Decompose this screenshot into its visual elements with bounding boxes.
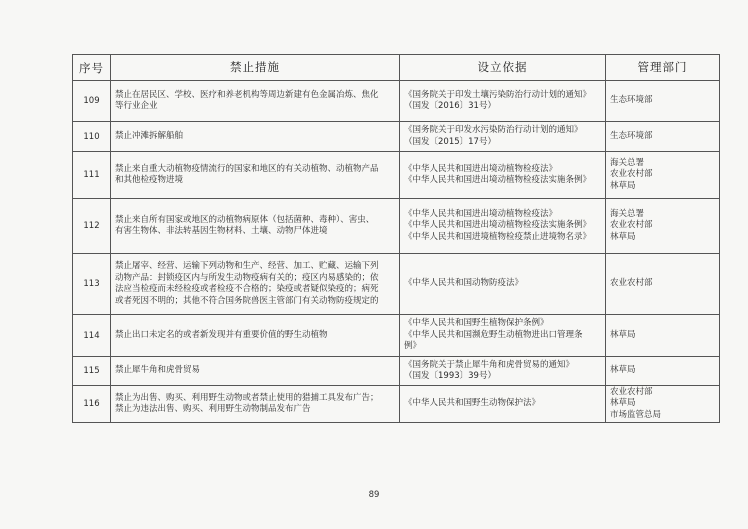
row-prohibition-measure-line: 动物产品：封锁疫区内与所发生动物疫病有关的；疫区内易感染的；依 bbox=[115, 272, 379, 283]
row-prohibition-measure-line: 禁止为违法出售、购买、利用野生动物制品发布广告 bbox=[115, 404, 311, 414]
row-managing-department-line: 林草局 bbox=[610, 180, 636, 191]
row-managing-department bbox=[606, 315, 720, 357]
row-managing-department-line: 林草局 bbox=[610, 398, 636, 409]
row-managing-department-line: 海关总署 bbox=[610, 157, 645, 168]
row-managing-department bbox=[606, 254, 720, 315]
row-prohibition-measure-line: 禁止出口未定名的或者新发现并有重要价值的野生动植物 bbox=[115, 329, 328, 340]
row-managing-department-line: 海关总署 bbox=[610, 208, 645, 219]
row-prohibition-measure bbox=[111, 81, 400, 122]
table-row bbox=[73, 122, 720, 152]
row-legal-basis-line: 《中华人民共和国进出境动植物检疫法实施条例》 bbox=[404, 220, 592, 231]
row-prohibition-measure-line: 和其他检疫物进境 bbox=[115, 175, 184, 185]
row-prohibition-measure-line: 禁止为出售、购买、利用野生动物或者禁止使用的猎捕工具发布广告； bbox=[115, 392, 379, 403]
row-prohibition-measure bbox=[111, 357, 400, 386]
row-prohibition-measure bbox=[111, 152, 400, 199]
row-legal-basis bbox=[400, 315, 606, 357]
row-serial-number: 115 bbox=[73, 357, 111, 386]
table-row bbox=[73, 357, 720, 386]
row-legal-basis-line: 《中华人民共和国进出境动植物检疫法》 bbox=[404, 163, 558, 174]
row-serial-number: 113 bbox=[73, 254, 111, 315]
row-legal-basis bbox=[400, 81, 606, 122]
row-managing-department-line: 生态环境部 bbox=[610, 95, 653, 106]
row-legal-basis bbox=[400, 152, 606, 199]
row-managing-department bbox=[606, 152, 720, 199]
row-prohibition-measure-line: 等行业企业 bbox=[115, 101, 158, 111]
row-managing-department-line: 林草局 bbox=[610, 329, 636, 340]
row-managing-department-line: 生态环境部 bbox=[610, 130, 653, 141]
table-row bbox=[73, 254, 720, 315]
table-body bbox=[73, 81, 720, 423]
row-legal-basis-line: 《国务院关于印发土壤污染防治行动计划的通知》 bbox=[404, 89, 592, 100]
prohibition-measures-table bbox=[72, 54, 720, 423]
row-legal-basis bbox=[400, 357, 606, 386]
table-row bbox=[73, 199, 720, 254]
row-legal-basis-line: 《中华人民共和国进境植物检疫禁止进境物名录》 bbox=[404, 231, 592, 242]
row-managing-department bbox=[606, 357, 720, 386]
row-legal-basis-line: 《国务院关于印发水污染防治行动计划的通知》 bbox=[404, 125, 583, 135]
row-managing-department bbox=[606, 81, 720, 122]
row-legal-basis bbox=[400, 386, 606, 423]
row-serial-number: 111 bbox=[73, 152, 111, 199]
table-row bbox=[73, 315, 720, 357]
row-legal-basis-line: 《中华人民共和国野生动物保护法》 bbox=[404, 398, 541, 409]
table-row bbox=[73, 386, 720, 423]
row-prohibition-measure bbox=[111, 199, 400, 254]
row-legal-basis bbox=[400, 199, 606, 254]
row-legal-basis-line: 例》 bbox=[404, 341, 422, 352]
header-serial-number: 序号 bbox=[73, 55, 111, 81]
row-prohibition-measure-line: 禁止冲滩拆解船舶 bbox=[115, 130, 184, 141]
row-prohibition-measure-line: 禁止屠宰、经营、运输下列动物和生产、经营、加工、贮藏、运输下列 bbox=[115, 261, 379, 271]
row-legal-basis-line: 《中华人民共和国进出境动植物检疫法》 bbox=[404, 208, 558, 219]
table-row bbox=[73, 152, 720, 199]
row-managing-department-line: 农业农村部 bbox=[610, 220, 653, 231]
row-managing-department bbox=[606, 199, 720, 254]
row-managing-department-line: 林草局 bbox=[610, 365, 636, 376]
table-row bbox=[73, 81, 720, 122]
row-managing-department-line: 农业农村部 bbox=[610, 386, 653, 397]
row-prohibition-measure-line: 或者死因不明的；其他不符合国务院兽医主管部门有关动物防疫规定的 bbox=[115, 295, 379, 306]
row-managing-department-line: 市场监管总局 bbox=[610, 409, 662, 420]
row-legal-basis-line: （国发〔2015〕17号） bbox=[404, 136, 496, 147]
row-legal-basis-line: 《国务院关于禁止犀牛角和虎骨贸易的通知》 bbox=[404, 359, 575, 370]
page-number: 89 bbox=[368, 490, 380, 500]
row-managing-department bbox=[606, 122, 720, 152]
row-prohibition-measure bbox=[111, 254, 400, 315]
row-serial-number: 112 bbox=[73, 199, 111, 254]
row-managing-department-line: 农业农村部 bbox=[610, 169, 653, 180]
table-header-row bbox=[73, 55, 720, 81]
row-serial-number: 114 bbox=[73, 315, 111, 357]
row-prohibition-measure-line: 禁止来自重大动植物疫情流行的国家和地区的有关动植物、动植物产品 bbox=[115, 163, 379, 174]
row-legal-basis-line: 《中华人民共和国动物防疫法》 bbox=[404, 278, 524, 289]
header-managing-department: 管理部门 bbox=[606, 55, 720, 81]
row-prohibition-measure-line: 禁止犀牛角和虎骨贸易 bbox=[115, 365, 201, 376]
row-prohibition-measure bbox=[111, 315, 400, 357]
row-legal-basis-line: 《中华人民共和国进出境动植物检疫法实施条例》 bbox=[404, 175, 592, 185]
row-legal-basis-line: 《中华人民共和国野生植物保护条例》 bbox=[404, 318, 549, 329]
row-legal-basis-line: 《中华人民共和国濒危野生动植物进出口管理条 bbox=[404, 329, 583, 340]
row-prohibition-measure bbox=[111, 386, 400, 423]
row-prohibition-measure-line: 禁止在居民区、学校、医疗和养老机构等周边新建有色金属冶炼、焦化 bbox=[115, 89, 379, 100]
row-legal-basis-line: （国发〔1993〕39号） bbox=[404, 371, 496, 381]
row-prohibition-measure bbox=[111, 122, 400, 152]
row-managing-department-line: 农业农村部 bbox=[610, 278, 653, 289]
row-legal-basis bbox=[400, 254, 606, 315]
row-serial-number: 116 bbox=[73, 386, 111, 423]
row-managing-department-line: 林草局 bbox=[610, 231, 636, 242]
row-prohibition-measure-line: 禁止来自所有国家或地区的动植物病原体（包括菌种、毒种）、害虫、 bbox=[115, 214, 375, 225]
row-legal-basis bbox=[400, 122, 606, 152]
row-prohibition-measure-line: 法应当检疫而未经检疫或者检疫不合格的；染疫或者疑似染疫的；病死 bbox=[115, 284, 379, 294]
header-legal-basis: 设立依据 bbox=[400, 55, 606, 81]
row-managing-department bbox=[606, 386, 720, 423]
row-legal-basis-line: （国发〔2016〕31号） bbox=[404, 101, 496, 111]
row-serial-number: 110 bbox=[73, 122, 111, 152]
header-prohibition-measures: 禁止措施 bbox=[111, 55, 400, 81]
row-serial-number: 109 bbox=[73, 81, 111, 122]
row-prohibition-measure-line: 有害生物体、非法转基因生物材料、土壤、动物尸体进境 bbox=[115, 226, 328, 236]
